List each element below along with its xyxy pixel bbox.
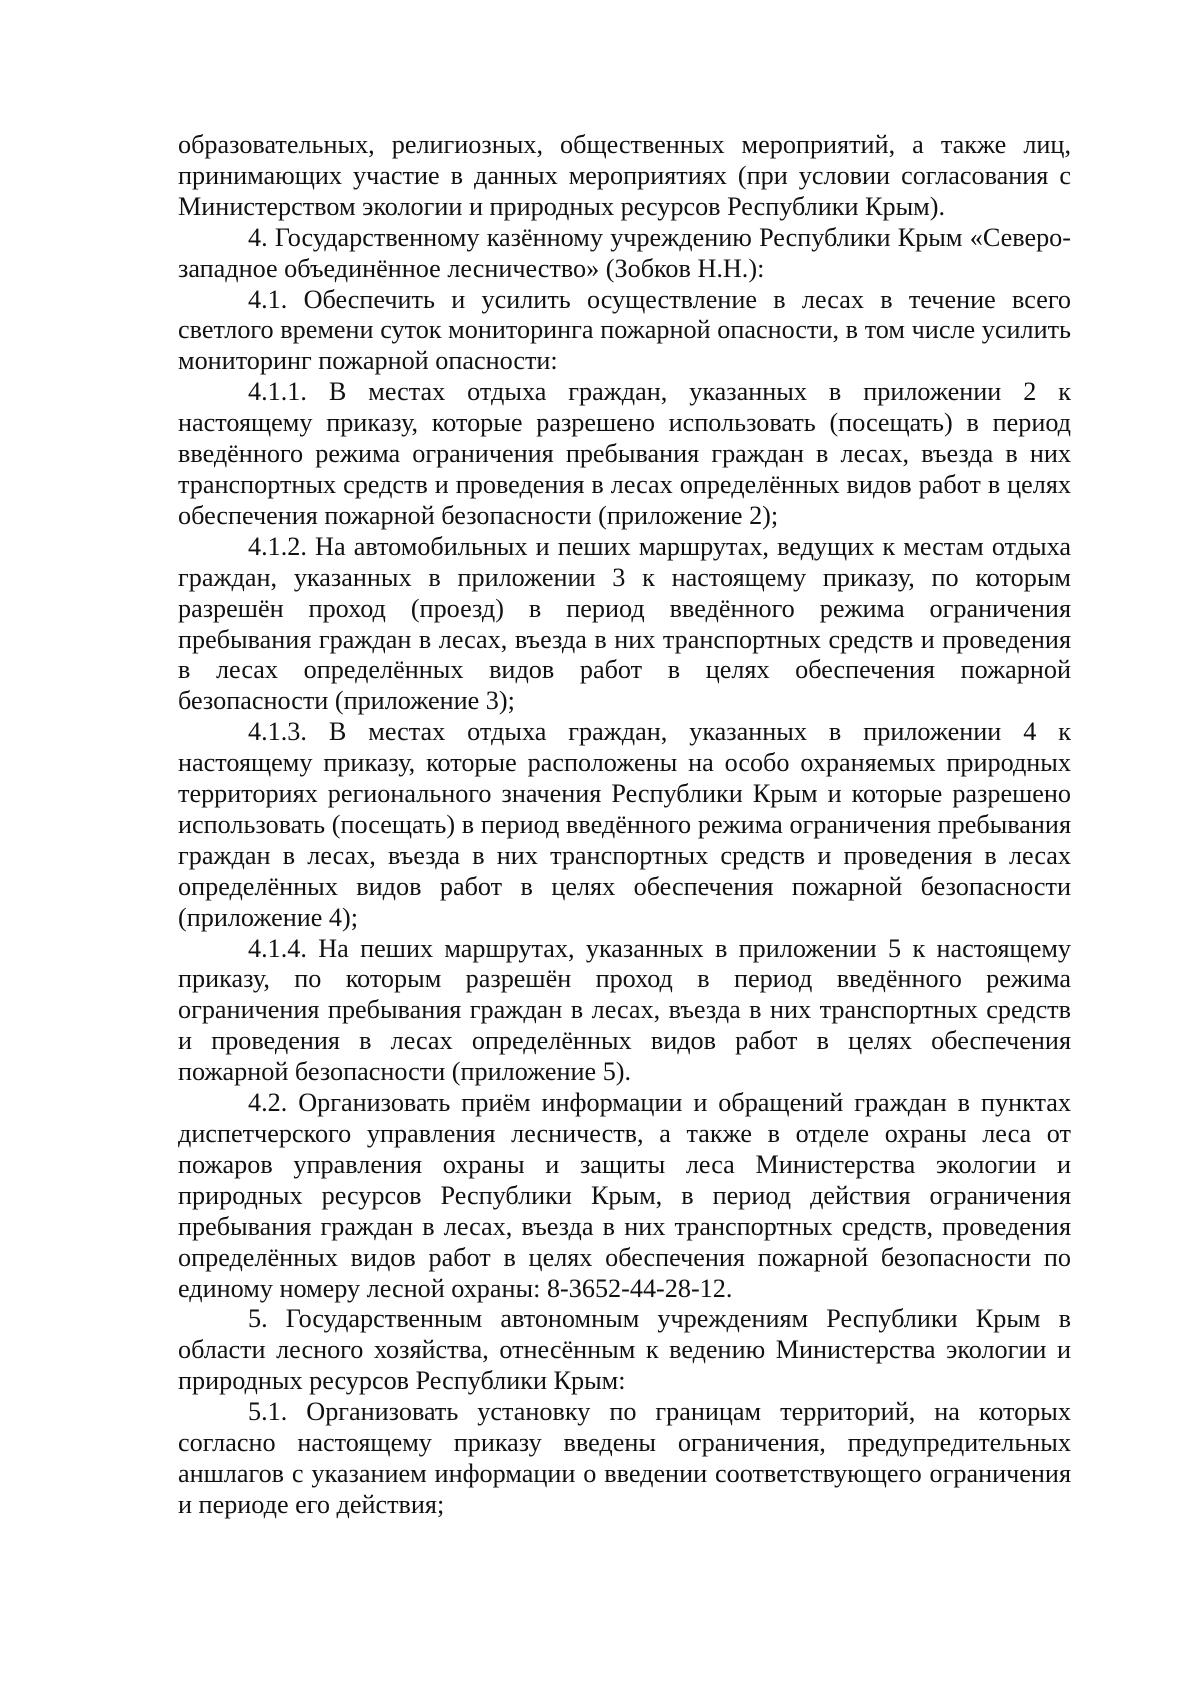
paragraph-5: 5. Государственным автономным учреждениям Республики Крым в области лесного хозяйства, отнесённым к ведению Министерства экологии и природных ресурсов Республики Крым: bbox=[178, 1304, 1071, 1396]
paragraph-4-1-4: 4.1.4. На пеших маршрутах, указанных в приложении 5 к настоящему приказу, по которым разрешён проход в период введённого режима ограничения пребывания граждан в лесах, въезда в них транспортных средств и проведения в лесах определённых видов работ в целях обеспечения пожарной безопасности (приложение 5). bbox=[178, 933, 1071, 1087]
paragraph-4-1: 4.1. Обеспечить и усилить осуществление в лесах в течение всего светлого времени суток мониторинга пожарной опасности, в том числе усилить мониторинг пожарной опасности: bbox=[178, 284, 1071, 376]
paragraph-4: 4. Государственному казённому учреждению Республики Крым «Северо-западное объединённое лесничество» (Зобков Н.Н.): bbox=[178, 222, 1071, 283]
paragraph-5-1: 5.1. Организовать установку по границам территорий, на которых согласно настоящему приказу введены ограничения, предупредительных аншлагов с указанием информации о введении соответствующего ограничения и периоде его действия; bbox=[178, 1397, 1071, 1519]
paragraph-4-1-1: 4.1.1. В местах отдыха граждан, указанных в приложении 2 к настоящему приказу, которые разрешено использовать (посещать) в период введённого режима ограничения пребывания граждан в лесах, въезда в них транспортных средств и проведения в лесах определённых видов работ в целях обеспечения пожарной безопасности (приложение 2); bbox=[178, 377, 1071, 530]
paragraph-continuation: образовательных, религиозных, общественных мероприятий, а также лиц, принимающих участие в данных мероприятиях (при условии согласования с Министерством экологии и природных ресурсов Республики Крым). bbox=[178, 130, 1071, 221]
paragraph-4-1-2: 4.1.2. На автомобильных и пеших маршрутах, ведущих к местам отдыха граждан, указанных в приложении 3 к настоящему приказу, по которым разрешён проход (проезд) в период введённого режима ограничения пребывания граждан в лесах, въезда в них транспортных средств и проведения в лесах определённых видов работ в целях обеспечения пожарной безопасности (приложение 3); bbox=[178, 531, 1071, 716]
document-page bbox=[178, 130, 1071, 1521]
paragraph-4-2: 4.2. Организовать приём информации и обращений граждан в пунктах диспетчерского управления лесничеств, а также в отделе охраны леса от пожаров управления охраны и защиты леса Министерства экологии и природных ресурсов Республики Крым, в период действия ограничения пребывания граждан в лесах, въезда в них транспортных средств, проведения определённых видов работ в целях обеспечения пожарной безопасности по единому номеру лесной охраны: 8-3652-44-28-12. bbox=[178, 1088, 1071, 1303]
paragraph-4-1-3: 4.1.3. В местах отдыха граждан, указанных в приложении 4 к настоящему приказу, которые расположены на особо охраняемых природных территориях регионального значения Республики Крым и которые разрешено использовать (посещать) в период введённого режима ограничения пребывания граждан в лесах, въезда в них транспортных средств и проведения в лесах определённых видов работ в целях обеспечения пожарной безопасности (приложение 4); bbox=[178, 717, 1071, 932]
